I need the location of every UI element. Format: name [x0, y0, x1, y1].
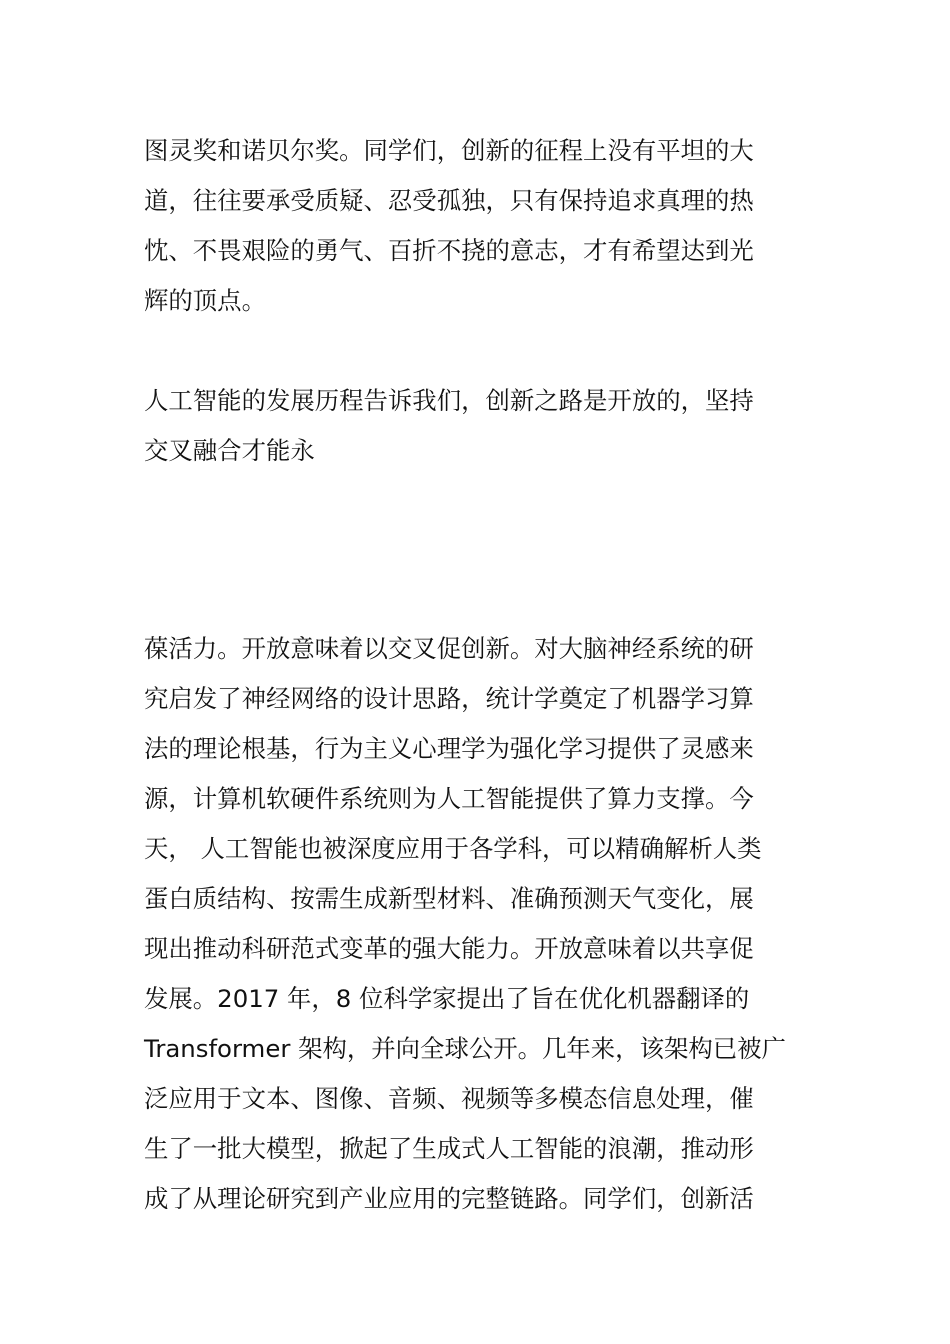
text-line: 生了一批大模型，掀起了生成式人工智能的浪潮，推动形: [144, 1134, 754, 1163]
paragraph-3: [144, 624, 808, 1224]
text-line: 图灵奖和诺贝尔奖。同学们，创新的征程上没有平坦的大: [144, 136, 754, 165]
text-line: 成了从理论研究到产业应用的完整链路。同学们，创新活: [144, 1184, 754, 1213]
text-line: 天， 人工智能也被深度应用于各学科，可以精确解析人类: [144, 834, 762, 863]
text-line: 人工智能的发展历程告诉我们，创新之路是开放的，坚持: [144, 386, 754, 415]
text-line: 源，计算机软硬件系统则为人工智能提供了算力支撑。今: [144, 784, 754, 813]
text-line: 现出推动科研范式变革的强大能力。开放意味着以共享促: [144, 934, 754, 963]
text-line: 交叉融合才能永: [144, 436, 315, 465]
text-line: 辉的顶点。: [144, 286, 266, 315]
text-line: 忱、不畏艰险的勇气、百折不挠的意志，才有希望达到光: [144, 236, 754, 265]
paragraph-1: [144, 126, 808, 326]
text-line: 究启发了神经网络的设计思路，统计学奠定了机器学习算: [144, 684, 754, 713]
text-line: 葆活力。开放意味着以交叉促创新。对大脑神经系统的研: [144, 634, 754, 663]
text-line: 泛应用于文本、图像、音频、视频等多模态信息处理，催: [144, 1084, 754, 1113]
text-line: 道，往往要承受质疑、忍受孤独，只有保持追求真理的热: [144, 186, 754, 215]
text-line: 发展。2017 年，8 位科学家提出了旨在优化机器翻译的: [144, 984, 750, 1013]
text-line: 蛋白质结构、按需生成新型材料、准确预测天气变化，展: [144, 884, 754, 913]
text-line: Transformer 架构，并向全球公开。几年来，该架构已被广: [144, 1034, 786, 1063]
paragraph-2: [144, 376, 808, 476]
text-line: 法的理论根基，行为主义心理学为强化学习提供了灵感来: [144, 734, 754, 763]
